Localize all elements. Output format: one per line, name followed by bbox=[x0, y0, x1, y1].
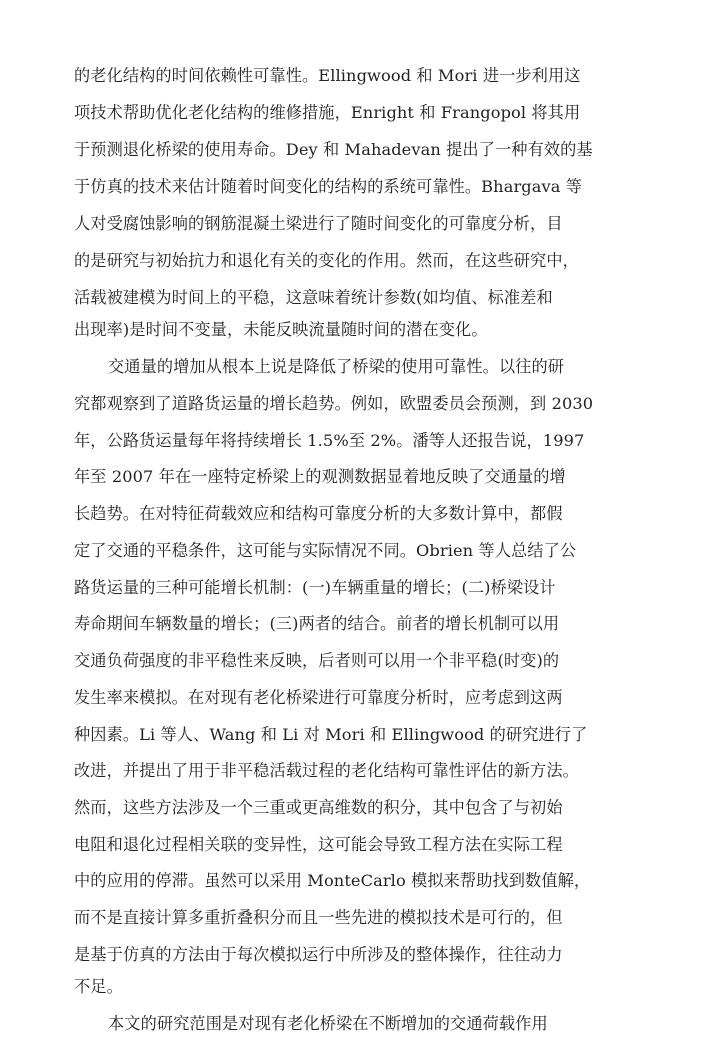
paragraph-2-line-18: 不足。 bbox=[74, 977, 123, 996]
paragraph-1-line-6: 的是研究与初始抗力和退化有关的变化的作用。然而，在这些研究中， bbox=[74, 251, 579, 270]
paragraph-2-line-5: 长趋势。在对特征荷载效应和结构可靠度分析的大多数计算中，都假 bbox=[74, 504, 563, 523]
paragraph-1-line-3: 于预测退化桥梁的使用寿命。Dey 和 Mahadevan 提出了一种有效的基 bbox=[74, 140, 593, 159]
paragraph-1-line-2: 项技术帮助优化老化结构的维修措施，Enright 和 Frangopol 将其用 bbox=[74, 103, 581, 122]
paragraph-2-line-2: 究都观察到了道路货运量的增长趋势。例如，欧盟委员会预测，到 2030 bbox=[74, 394, 594, 413]
paragraph-2-line-6: 定了交通的平稳条件，这可能与实际情况不同。Obrien 等人总结了公 bbox=[74, 541, 577, 560]
paragraph-2-line-13: 然而，这些方法涉及一个三重或更高维数的积分，其中包含了与初始 bbox=[74, 798, 563, 817]
paragraph-1-line-7: 活载被建模为时间上的平稳，这意味着统计参数(如均值、标准差和 bbox=[74, 288, 553, 307]
paragraph-1-line-4: 于仿真的技术来估计随着时间变化的结构的系统可靠性。Bhargava 等 bbox=[74, 177, 583, 196]
paragraph-2-line-17: 是基于仿真的方法由于每次模拟运行中所涉及的整体操作，往往动力 bbox=[74, 945, 563, 964]
paragraph-2-line-7: 路货运量的三种可能增长机制：(一)车辆重量的增长；(二)桥梁设计 bbox=[74, 578, 556, 597]
paragraph-2-line-16: 而不是直接计算多重折叠积分而且一些先进的模拟技术是可行的，但 bbox=[74, 908, 563, 927]
paragraph-2-line-3: 年，公路货运量每年将持续增长 1.5%至 2%。潘等人还报告说，1997 bbox=[74, 431, 585, 450]
paragraph-1-line-5: 人对受腐蚀影响的钢筋混凝土梁进行了随时间变化的可靠度分析，目 bbox=[74, 214, 563, 233]
paragraph-2-line-8: 寿命期间车辆数量的增长；(三)两者的结合。前者的增长机制可以用 bbox=[74, 614, 560, 633]
paragraph-2-line-14: 电阻和退化过程相关联的变异性，这可能会导致工程方法在实际工程 bbox=[74, 835, 563, 854]
paragraph-2-line-15: 中的应用的停滞。虽然可以采用 MonteCarlo 模拟来帮助找到数值解， bbox=[74, 871, 591, 890]
paragraph-2-line-12: 改进，并提出了用于非平稳活载过程的老化结构可靠性评估的新方法。 bbox=[74, 761, 579, 780]
paragraph-1-line-1: 的老化结构的时间依赖性可靠性。Ellingwood 和 Mori 进一步利用这 bbox=[74, 66, 581, 85]
paragraph-2-line-4: 年至 2007 年在一座特定桥梁上的观测数据显着地反映了交通量的增 bbox=[74, 467, 566, 486]
paragraph-2-line-10: 发生率来模拟。在对现有老化桥梁进行可靠度分析时，应考虑到这两 bbox=[74, 688, 563, 707]
paragraph-2-line-9: 交通负荷强度的非平稳性来反映，后者则可以用一个非平稳(时变)的 bbox=[74, 651, 560, 670]
paragraph-1-line-8: 出现率)是时间不变量，未能反映流量随时间的潜在变化。 bbox=[74, 320, 488, 339]
paragraph-3-line-1: 本文的研究范围是对现有老化桥梁在不断增加的交通荷载作用 bbox=[108, 1014, 548, 1033]
paragraph-2-line-1: 交通量的增加从根本上说是降低了桥梁的使用可靠性。以往的研 bbox=[108, 357, 565, 376]
paragraph-2-line-11: 种因素。Li 等人、Wang 和 Li 对 Mori 和 Ellingwood 的研究进行了 bbox=[74, 725, 588, 744]
